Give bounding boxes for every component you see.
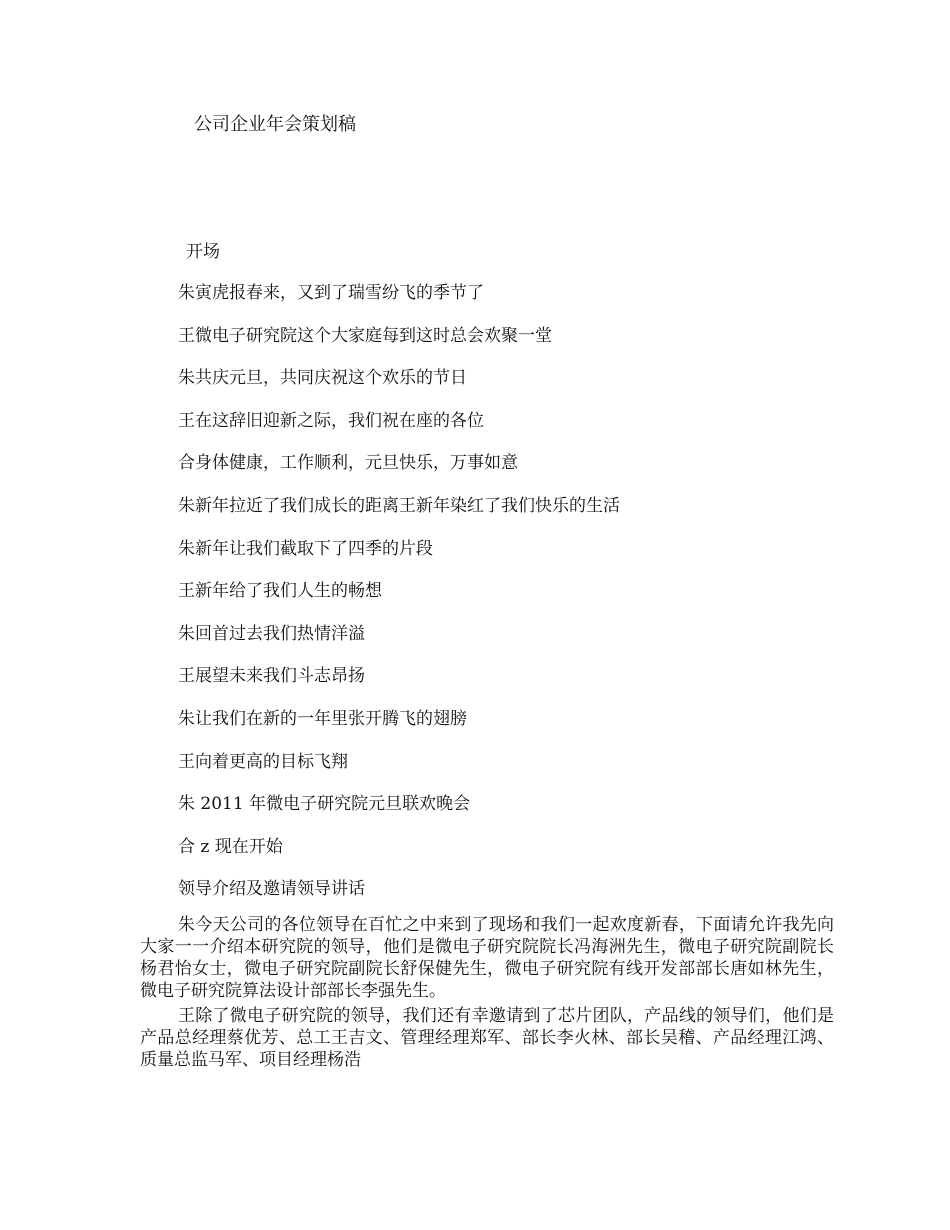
subsection-heading: 领导介绍及邀请领导讲话 — [178, 879, 365, 900]
script-line: 王向着更高的目标飞翔 — [178, 751, 348, 772]
script-line: 朱 2011 年微电子研究院元旦联欢晚会 — [178, 794, 471, 815]
section-heading: 开场 — [186, 242, 220, 262]
document-title: 公司企业年会策划稿 — [194, 114, 356, 135]
script-line: 朱新年拉近了我们成长的距离王新年染红了我们快乐的生活 — [178, 495, 620, 516]
script-line: 王在这辞旧迎新之际，我们祝在座的各位 — [178, 410, 484, 431]
paragraph-leader-intro: 朱今天公司的各位领导在百忙之中来到了现场和我们一起欢度新春，下面请允许我先向大家一一介绍本研究院的领导，他们是微电子研究院院长冯海洲先生，微电子研究院副院长杨君怡女士，微电子研究院副院长舒保健先生，微电子研究院有线开发部部长唐如林先生，微电子研究院算法设计部部长李强先生。 — [140, 915, 834, 1001]
script-line: 王展望未来我们斗志昂扬 — [178, 666, 365, 687]
script-lines — [178, 281, 620, 920]
script-line: 朱新年让我们截取下了四季的片段 — [178, 538, 433, 559]
script-line: 朱共庆元旦，共同庆祝这个欢乐的节日 — [178, 368, 467, 389]
script-line: 合 z 现在开始 — [178, 836, 283, 857]
paragraph-guest-intro: 王除了微电子研究院的领导，我们还有幸邀请到了芯片团队，产品线的领导们，他们是产品总经理蔡优芳、总工王吉文、管理经理郑军、部长李火林、部长吴稽、产品经理江鸿、质量总监马军、项目经理杨浩 — [140, 1006, 834, 1070]
script-line: 朱让我们在新的一年里张开腾飞的翅膀 — [178, 708, 467, 729]
script-line: 朱回首过去我们热情洋溢 — [178, 623, 365, 644]
script-line: 王新年给了我们人生的畅想 — [178, 581, 382, 602]
script-line: 王微电子研究院这个大家庭每到这时总会欢聚一堂 — [178, 325, 552, 346]
script-line: 合身体健康，工作顺利，元旦快乐，万事如意 — [178, 453, 518, 474]
script-line: 朱寅虎报春来，又到了瑞雪纷飞的季节了 — [178, 283, 484, 303]
